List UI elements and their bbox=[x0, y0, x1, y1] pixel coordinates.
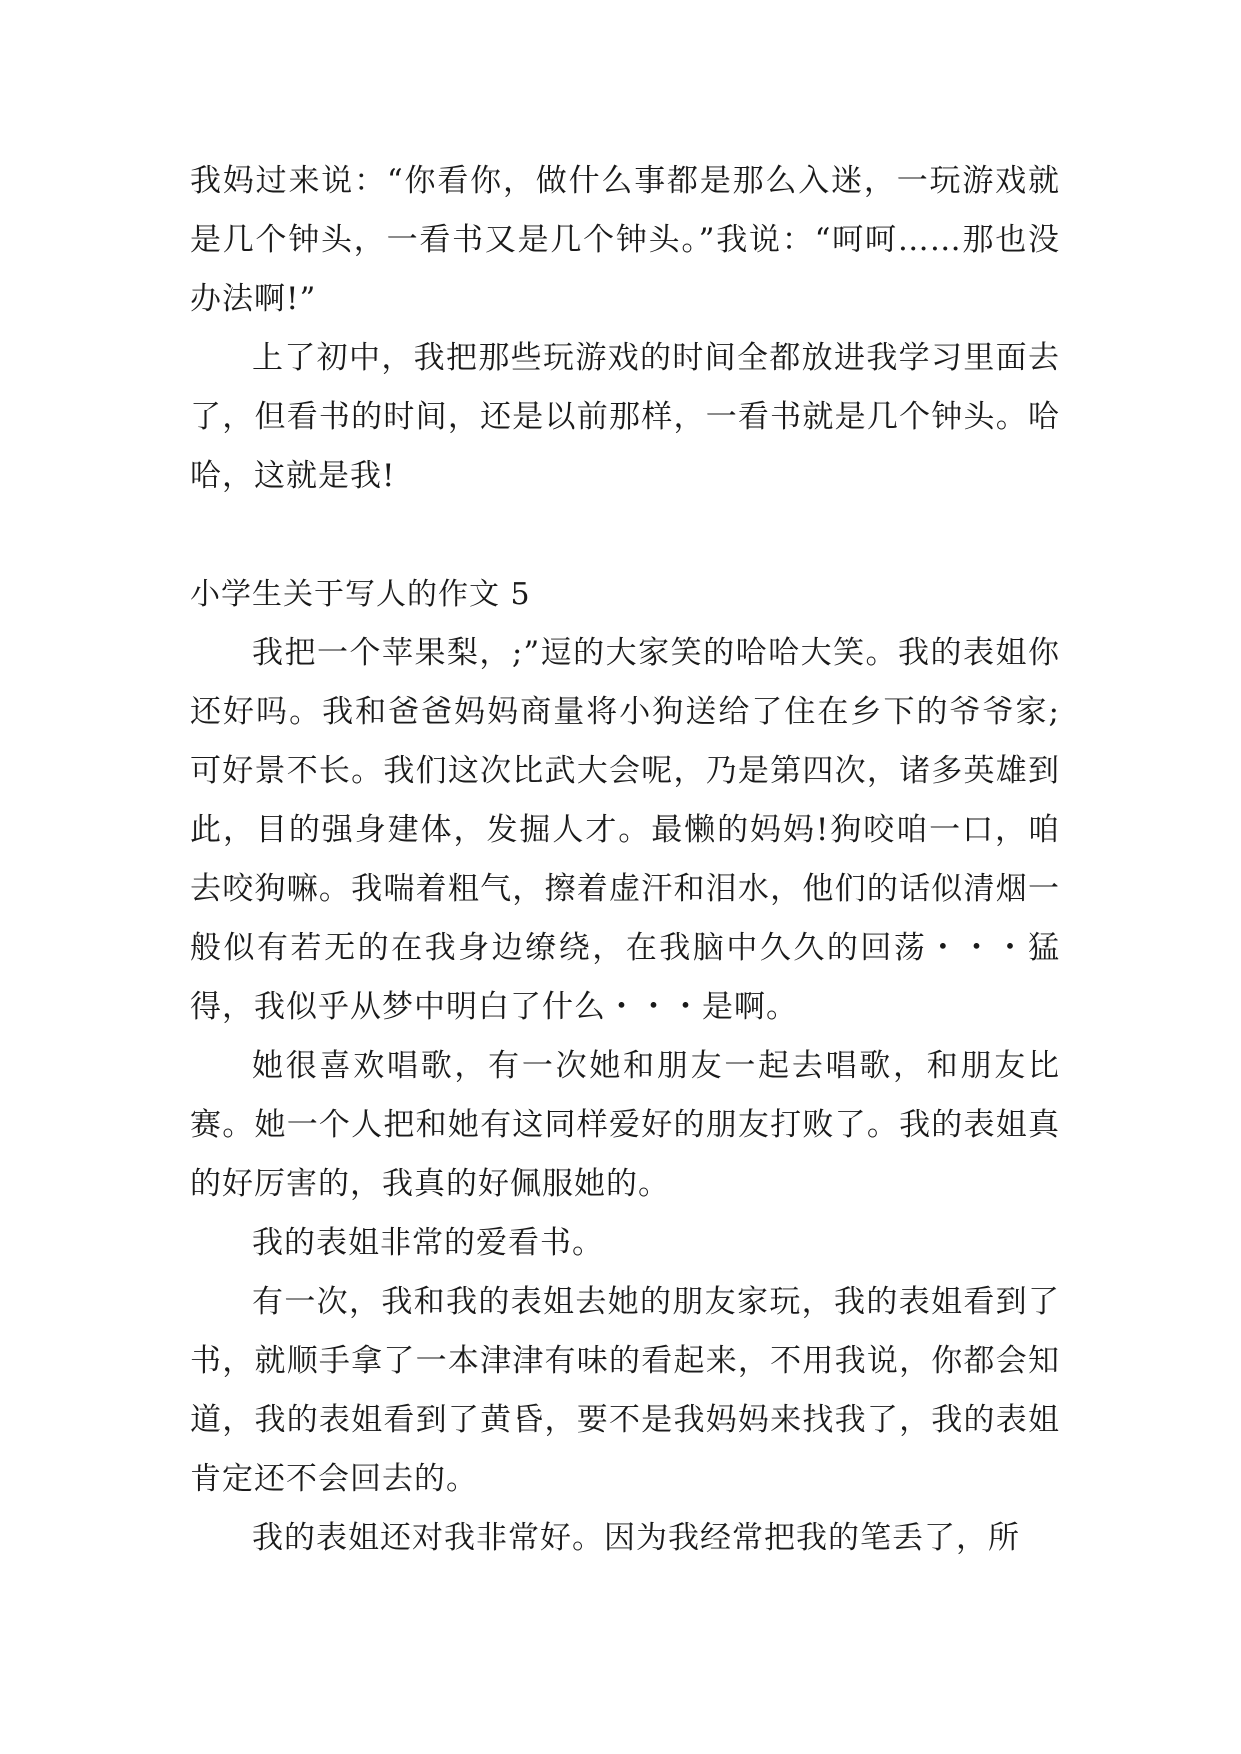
paragraph: 上了初中，我把那些玩游戏的时间全都放进我学习里面去了，但看书的时间，还是以前那样，一看书就是几个钟头。哈哈，这就是我! bbox=[190, 340, 1060, 494]
document-body bbox=[190, 152, 1060, 1568]
essay-heading: 小学生关于写人的作文 5 bbox=[190, 577, 531, 612]
paragraph: 她很喜欢唱歌，有一次她和朋友一起去唱歌，和朋友比赛。她一个人把和她有这同样爱好的朋友打败了。我的表姐真的好厉害的，我真的好佩服她的。 bbox=[190, 1048, 1060, 1202]
paragraph: 我妈过来说：“你看你，做什么事都是那么入迷，一玩游戏就是几个钟头，一看书又是几个钟头。”我说：“呵呵……那也没办法啊!” bbox=[190, 163, 1060, 317]
paragraph: 有一次，我和我的表姐去她的朋友家玩，我的表姐看到了书，就顺手拿了一本津津有味的看起来，不用我说，你都会知道，我的表姐看到了黄昏，要不是我妈妈来找我了，我的表姐肯定还不会回去的。 bbox=[190, 1284, 1060, 1497]
paragraph: 我的表姐还对我非常好。因为我经常把我的笔丢了，所 bbox=[252, 1520, 1020, 1556]
paragraph: 我的表姐非常的爱看书。 bbox=[252, 1225, 604, 1261]
paragraph: 我把一个苹果梨，;”逗的大家笑的哈哈大笑。我的表姐你还好吗。我和爸爸妈妈商量将小狗送给了住在乡下的爷爷家;可好景不长。我们这次比武大会呢，乃是第四次，诸多英雄到此，目的强身建体，发掘人才。最懒的妈妈!狗咬咱一口，咱去咬狗嘛。我喘着粗气，擦着虚汗和泪水，他们的话似清烟一般似有若无的在我身边缭绕，在我脑中久久的回荡・・・猛得，我似乎从梦中明白了什么・・・是啊。 bbox=[190, 635, 1060, 1025]
